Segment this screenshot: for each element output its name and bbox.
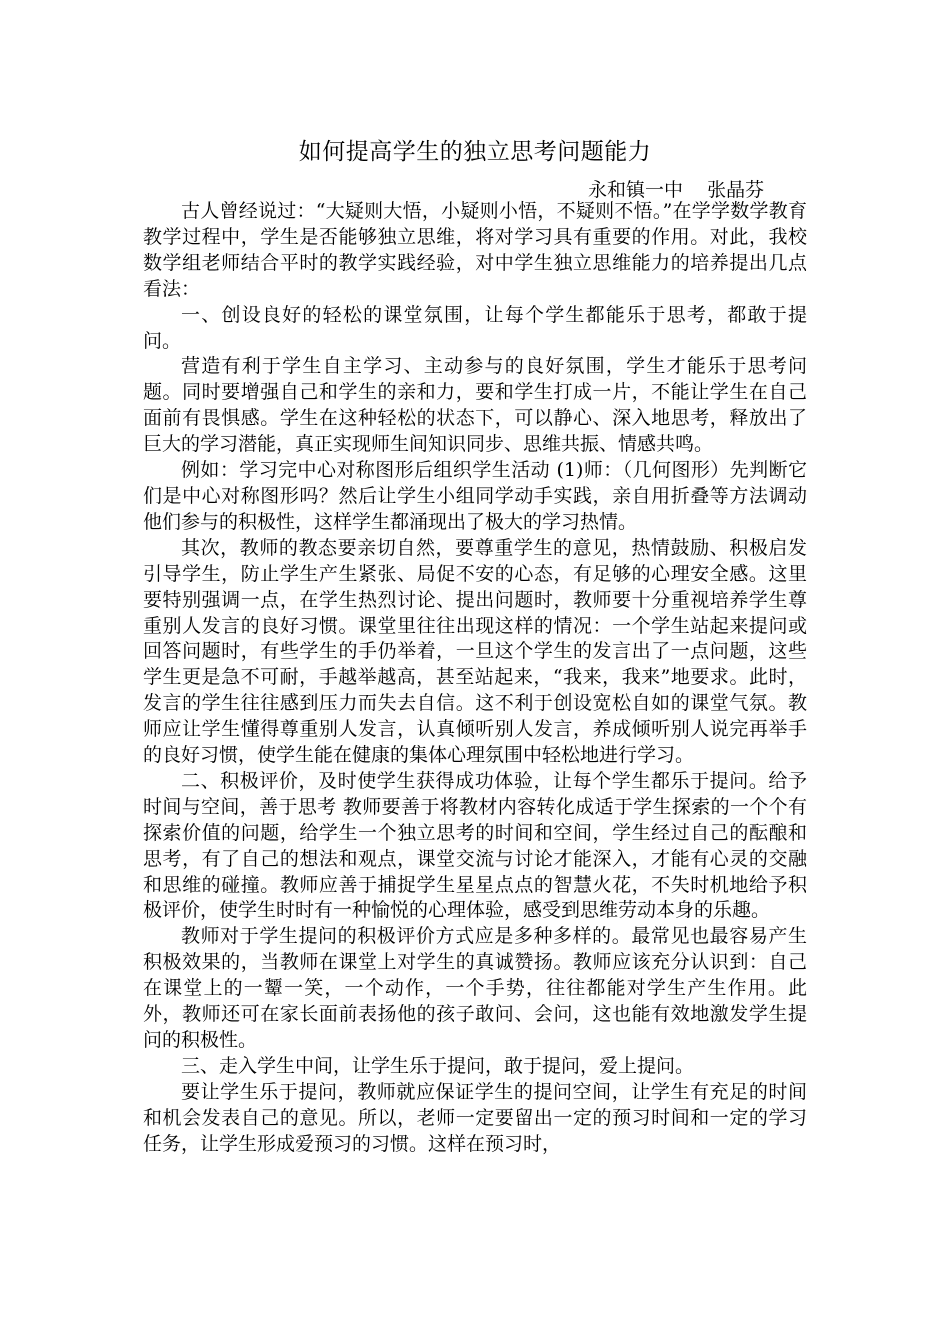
heading-section-1: 一、创设良好的轻松的课堂氛围，让每个学生都能乐于思考，都敢于提问。	[143, 303, 807, 352]
document-title: 如何提高学生的独立思考问题能力	[298, 139, 652, 165]
paragraph-example: 例如：学习完中心对称图形后组织学生活动 (1)师：（几何图形）先判断它们是中心对称图形吗？然后让学生小组同学动手实践，亲自用折叠等方法调动他们参与的积极性，这样学生都涌现出了极大的学习热情。	[143, 459, 807, 533]
heading-section-2: 二、积极评价，及时使学生获得成功体验，让每个学生都乐于提问。给予时间与空间，善于思考 教师要善于将教材内容转化成适于学生探索的一个个有探索价值的问题，给学生一个独立思考的时间和空间，学生经过自己的酝酿和思考，有了自己的想法和观点，课堂交流与讨论才能深入，才能有心灵的交融和思维的碰撞。教师应善于捕捉学生星星点点的智慧火花，不失时机地给予积极评价，使学生时时有一种愉悦的心理体验，感受到思维劳动本身的乐趣。	[143, 769, 807, 922]
paragraph: 其次，教师的教态要亲切自然，要尊重学生的意见，热情鼓励、积极启发引导学生，防止学生产生紧张、局促不安的心态，有足够的心理安全感。这里要特别强调一点，在学生热烈讨论、提出问题时，教师要十分重视培养学生尊重别人发言的良好习惯。课堂里往往出现这样的情况：一个学生站起来提问或回答问题时，有些学生的手仍举着，一旦这个学生的发言出了一点问题，这些学生更是急不可耐，手越举越高，甚至站起来，“我来，我来”地要求。此时，发言的学生往往感到压力而失去自信。这不利于创设宽松自如的课堂气氛。教师应让学生懂得尊重别人发言，认真倾听别人发言，养成倾听别人说完再举手的良好习惯，使学生能在健康的集体心理氛围中轻松地进行学习。	[143, 536, 807, 767]
document-body	[143, 199, 807, 1158]
paragraph-intro: 古人曾经说过：“大疑则大悟，小疑则小悟，不疑则不悟。”在学学数学教育教学过程中，学生是否能够独立思维，将对学习具有重要的作用。对此，我校数学组老师结合平时的教学实践经验，对中学生独立思维能力的培养提出几点看法：	[143, 200, 807, 300]
heading-section-3: 三、走入学生中间，让学生乐于提问，敢于提问，爱上提问。	[181, 1054, 695, 1077]
paragraph: 要让学生乐于提问，教师就应保证学生的提问空间，让学生有充足的时间和机会发表自己的意见。所以，老师一定要留出一定的预习时间和一定的学习任务，让学生形成爱预习的习惯。这样在预习时，	[143, 1080, 807, 1155]
author-line: 永和镇一中 张晶芬	[588, 179, 765, 201]
paragraph: 营造有利于学生自主学习、主动参与的良好氛围，学生才能乐于思考问题。同时要增强自己和学生的亲和力，要和学生打成一片，不能让学生在自己面前有畏惧感。学生在这种轻松的状态下，可以静心、深入地思考，释放出了巨大的学习潜能，真正实现师生间知识同步、思维共振、情感共鸣。	[143, 355, 807, 456]
paragraph: 教师对于学生提问的积极评价方式应是多种多样的。最常见也最容易产生积极效果的，当教师在课堂上对学生的真诚赞扬。教师应该充分认识到：自己在课堂上的一颦一笑，一个动作，一个手势，往往都能对学生产生作用。此外，教师还可在家长面前表扬他的孩子敢问、会问，这也能有效地激发学生提问的积极性。	[143, 925, 807, 1051]
